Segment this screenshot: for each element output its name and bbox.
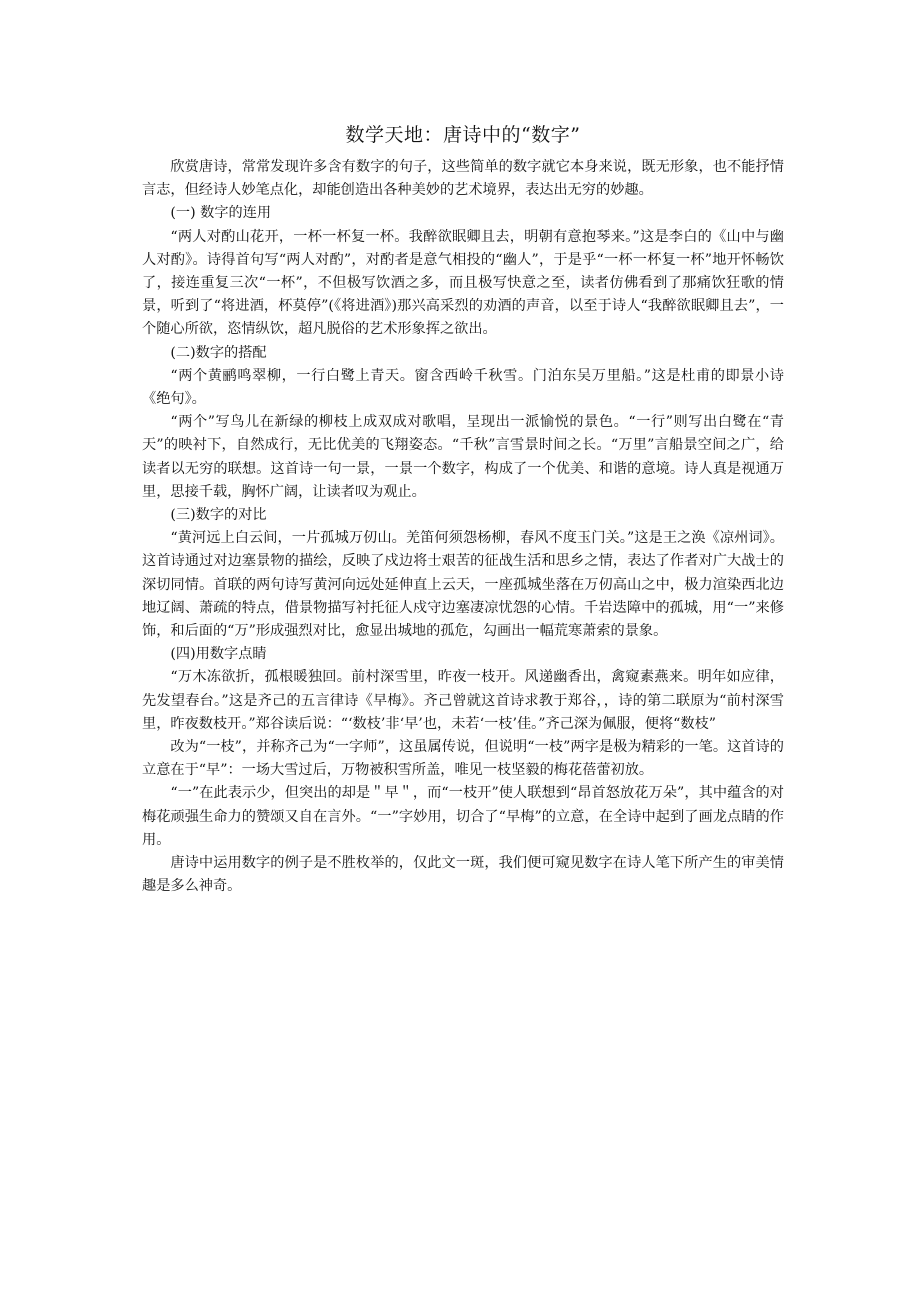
- conclusion-paragraph: 唐诗中运用数字的例子是不胜枚举的，仅此文一斑，我们便可窥见数字在诗人笔下所产生的审美情趣是多么神奇。: [142, 855, 784, 895]
- section-2-paragraph: “两个黄鹂鸣翠柳，一行白鹭上青天。窗含西岭千秋雪。门泊东吴万里船。”这是杜甫的即景小诗《绝句》。: [142, 367, 784, 408]
- section-heading-1: (一) 数字的连用: [170, 205, 272, 222]
- intro-paragraph: 欣赏唐诗，常常发现许多含有数字的句子，这些简单的数字就它本身来说，既无形象，也不能抒情言志，但经诗人妙笔点化，却能创造出各种美妙的艺术境界，表达出无穷的妙趣。: [142, 159, 784, 199]
- document-page: [142, 118, 784, 899]
- section-1-paragraph: “两人对酌山花开，一杯一杯复一杯。我醉欲眠卿且去，明朝有意抱琴来。”这是李白的《山中与幽人对酌》。诗得首句写“两人对酌”，对酌者是意气相投的“幽人”，于是乎“一杯一杯复一杯”地开怀畅饮了，接连重复三次“一杯”，不但极写饮酒之多，而且极写快意之至，读者仿佛看到了那痛饮狂歌的情景，听到了“将进酒，杯莫停”(《将进酒》)那兴高采烈的劝酒的声音，以至于诗人“我醉欲眠卿且去”，一个随心所欲，恣情纵饮，超凡脱俗的艺术形象挥之欲出。: [142, 228, 784, 338]
- section-3-paragraph: “黄河远上白云间，一片孤城万仞山。羌笛何须怨杨柳，春风不度玉门关。”这是王之涣《凉州词》。这首诗通过对边塞景物的描绘，反映了戍边将士艰苦的征战生活和思乡之情，表达了作者对广大战士的深切同情。首联的两句诗写黄河向远处延伸直上云天，一座孤城坐落在万仞高山之中，极力渲染西北边地辽阔、萧疏的特点，借景物描写衬托征人戍守边塞凄凉忧怨的心情。千岩迭障中的孤城，用“一”来修饰，和后面的“万”形成强烈对比，愈显出城地的孤危，勾画出一幅荒寒萧索的景象。: [142, 530, 784, 640]
- section-4-paragraph: “一”在此表示少，但突出的却是＂早＂，而“一枝开”使人联想到“昂首怒放花万朵”，其中蕴含的对梅花顽强生命力的赞颂又自在言外。“一”字妙用，切合了“早梅”的立意，在全诗中起到了画龙点睛的作用。: [142, 785, 784, 848]
- document-title: 数学天地：唐诗中的“数字”: [345, 124, 581, 146]
- section-heading-3: (三)数字的对比: [170, 507, 267, 524]
- section-heading-2: (二)数字的搭配: [170, 344, 267, 361]
- section-4-paragraph: 改为“一枝”，并称齐己为“一字师”，这虽属传说，但说明“一枝”两字是极为精彩的一笔。这首诗的立意在于“早”：一场大雪过后，万物被积雪所盖，唯见一枝坚毅的梅花蓓蕾初放。: [142, 739, 784, 779]
- section-heading-4: (四)用数字点睛: [170, 646, 267, 663]
- section-4-paragraph: “万木冻欲折，孤根暖独回。前村深雪里，昨夜一枝开。风递幽香出，禽窥素燕来。明年如应律，先发望春台。”这是齐己的五言律诗《早梅》。齐己曾就这首诗求教于郑谷，，诗的第二联原为“前村深雪里，昨夜数枝开。”郑谷读后说：“‘数枝’非‘早’也，未若‘一枝’佳。”齐己深为佩服，便将“数枝”: [142, 669, 784, 732]
- section-2-paragraph: “两个”写鸟儿在新绿的柳枝上成双成对歌唱，呈现出一派愉悦的景色。“一行”则写出白鹭在“青天”的映衬下，自然成行，无比优美的飞翔姿态。“千秋”言雪景时间之长。“万里”言船景空间之广，给读者以无穷的联想。这首诗一句一景，一景一个数字，构成了一个优美、和谐的意境。诗人真是视通万里，思接千载，胸怀广阔，让读者叹为观止。: [142, 414, 784, 500]
